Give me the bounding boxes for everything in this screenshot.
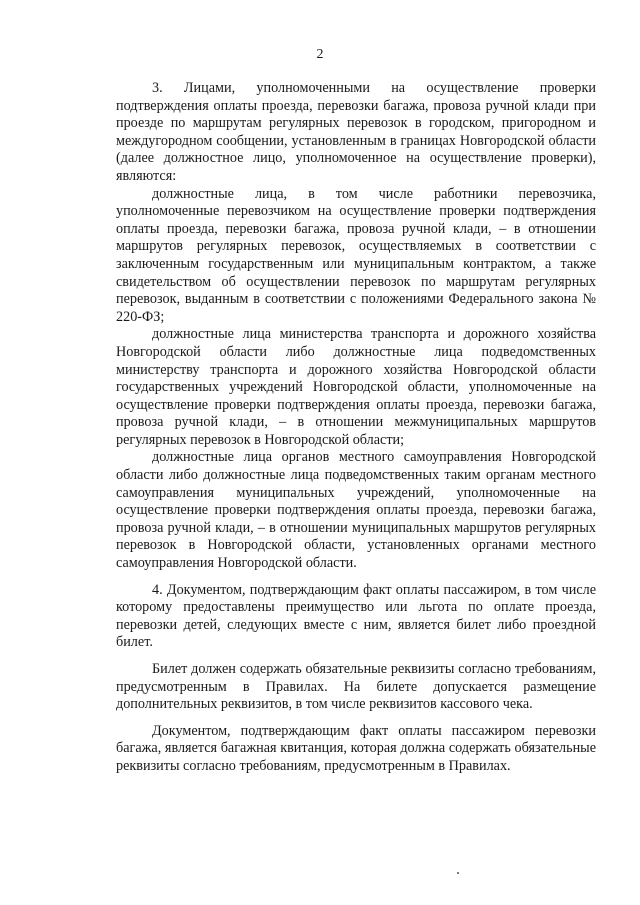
scan-dot bbox=[457, 872, 459, 874]
paragraph-municipal-officials: должностные лица органов местного самоуправления Новгородской области либо должностные лица подведомственных таким органам местного самоуправления муниципальных учреждений, уполномоченные на осуществление проверки подтверждения оплаты проезда, перевозки багажа, провоза ручной клади, – в отношении муниципальных маршрутов регулярных перевозок в Новгородской области, установленных органами местного самоуправления Новгородской области. bbox=[116, 449, 596, 572]
paragraph-item-3: 3. Лицами, уполномоченными на осуществление проверки подтверждения оплаты проезда, перевозки багажа, провоза ручной клади при проезде по маршрутам регулярных перевозок в городском, пригородном и междугородном сообщении, установленным в границах Новгородской области (далее должностное лицо, уполномоченное на осуществление проверки), являются: bbox=[116, 80, 596, 184]
paragraph-carrier-officials: должностные лица, в том числе работники перевозчика, уполномоченные перевозчиком на осуществление проверки подтверждения оплаты проезда, перевозки багажа, провоза ручной клади, – в отношении маршрутов регулярных перевозок, осуществляемых в соответствии с заключенным государственным или муниципальным контрактом, а также свидетельством об осуществлении перевозок по маршрутам регулярных перевозок, выданным в соответствии с положениями Федерального закона № 220-ФЗ; bbox=[116, 185, 596, 325]
paragraph-ticket-requisites: Билет должен содержать обязательные реквизиты согласно требованиям, предусмотренным в Правилах. На билете допускается размещение дополнительных реквизитов, в том числе реквизитов кассового чека. bbox=[116, 661, 596, 713]
page-number: 2 bbox=[316, 47, 324, 62]
paragraph-ministry-officials: должностные лица министерства транспорта и дорожного хозяйства Новгородской области либо должностные лица подведомственных министерству транспорта и дорожного хозяйства Новгородской области государственных учреждений Новгородской области, уполномоченные на осуществление проверки подтверждения оплаты проезда, перевозки багажа, провоза ручной клади, – в отношении межмуниципальных маршрутов регулярных перевозок в Новгородской области; bbox=[116, 326, 596, 448]
paragraph-item-4: 4. Документом, подтверждающим факт оплаты пассажиром, в том числе которому предоставлены преимущество или льгота по оплате проезда, перевозки детей, следующих вместе с ним, является билет либо проездной билет. bbox=[116, 581, 596, 651]
document-body bbox=[116, 80, 596, 776]
paragraph-baggage-receipt: Документом, подтверждающим факт оплаты пассажиром перевозки багажа, является багажная квитанция, которая должна содержать обязательные реквизиты согласно требованиям, предусмотренным в Правилах. bbox=[116, 722, 596, 774]
